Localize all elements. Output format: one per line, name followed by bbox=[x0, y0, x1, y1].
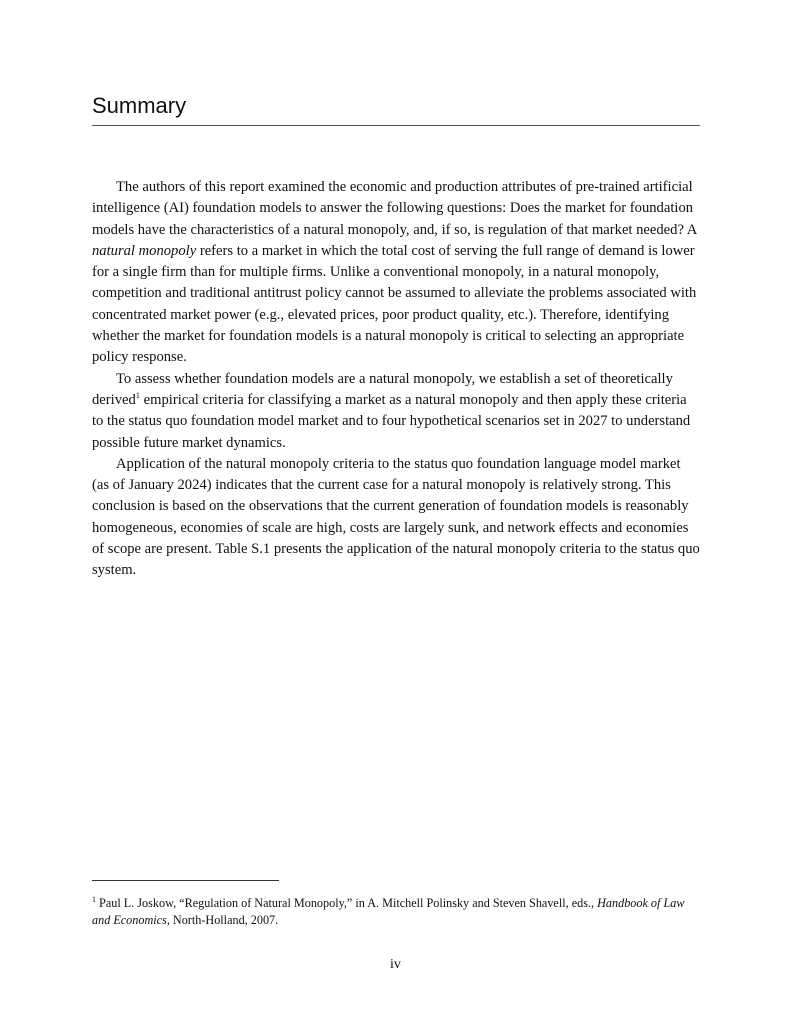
footnote-book-title: Handbook of Law and Economics bbox=[92, 896, 685, 927]
paragraph-1 bbox=[92, 177, 700, 369]
summary-body bbox=[92, 177, 700, 582]
paragraph-1-text-start: The authors of this report examined the economic and production attributes of pre-trained artificial intelligence (AI) foundation models to answer the following questions: Does the market for foundation models have the characteristics of a natural monopoly, and, if so, is regulation of that market needed? A bbox=[92, 179, 697, 238]
footnote-text-start: Paul L. Joskow, “Regulation of Natural Monopoly,” in A. Mitchell Polinsky and Steven Shavell, eds., bbox=[96, 896, 598, 910]
section-heading: Summary bbox=[92, 92, 700, 126]
footnote-divider bbox=[92, 880, 279, 881]
page-number: iv bbox=[390, 957, 401, 972]
footnote-reference[interactable]: 1 bbox=[135, 390, 141, 401]
paragraph-2 bbox=[92, 369, 700, 454]
paragraph-2-text-start: To assess whether foundation models are a natural monopoly, we establish a set of theoretically derived bbox=[92, 370, 673, 408]
footnote-number: 1 bbox=[92, 894, 96, 904]
footnote-text-end: , North-Holland, 2007. bbox=[166, 912, 279, 927]
paragraph-2-text-end: empirical criteria for classifying a market as a natural monopoly and then apply these criteria to the status quo foundation model market and to four hypothetical scenarios set in 2027 to understand possible future market dynamics. bbox=[92, 391, 691, 451]
paragraph-1-emphasis: natural monopoly bbox=[92, 242, 197, 259]
paragraph-1-text-end: refers to a market in which the total cost of serving the full range of demand is lower for a single firm than for multiple firms. Unlike a conventional monopoly, in a natural monopoly, competition and traditional antitrust policy cannot be assumed to alleviate the problems associated with concentrated market power (e.g., elevated prices, poor product quality, etc.). Therefore, identifying whether the market for foundation models is a natural monopoly is critical to selecting an appropriate policy response. bbox=[92, 242, 697, 366]
footnote bbox=[92, 895, 700, 928]
paragraph-3: Application of the natural monopoly criteria to the status quo foundation language model market (as of January 2024) indicates that the current case for a natural monopoly is relatively strong. This conclusion is based on the observations that the current generation of foundation models is reasonably homogeneous, economies of scale are high, costs are largely sunk, and network effects and economies of scope are present. Table S.1 presents the application of the natural monopoly criteria to the status quo system. bbox=[92, 455, 700, 579]
